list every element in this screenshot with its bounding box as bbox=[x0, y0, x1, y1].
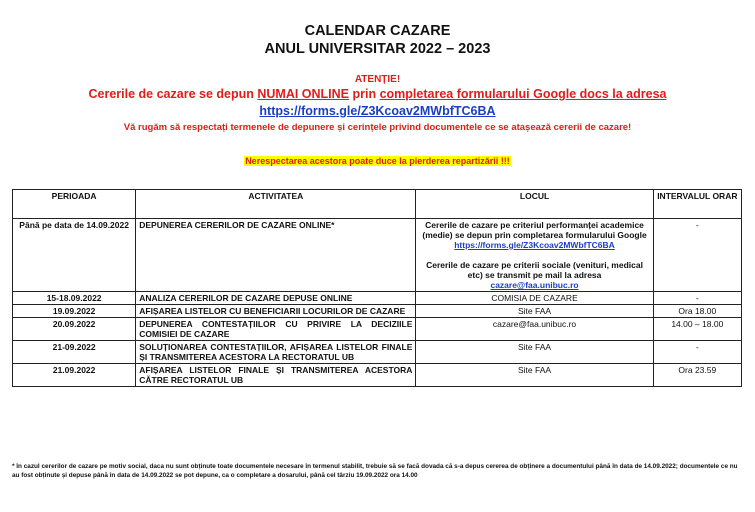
period-cell: Până pe data de 14.09.2022 bbox=[13, 219, 136, 292]
period-cell: 15-18.09.2022 bbox=[13, 292, 136, 305]
location-cell: COMISIA DE CAZARE bbox=[416, 292, 653, 305]
notice-numai-online: NUMAI ONLINE bbox=[257, 87, 350, 101]
notice-line-online bbox=[0, 86, 755, 102]
interval-cell: Ora 23.59 bbox=[653, 364, 741, 387]
activity-cell: AFIȘAREA LISTELOR CU BENEFICIARII LOCURILOR DE CAZARE bbox=[136, 305, 416, 318]
interval-cell: - bbox=[653, 219, 741, 292]
document-title bbox=[0, 22, 755, 58]
header-perioada: PERIOADA bbox=[13, 190, 136, 219]
period-cell: 19.09.2022 bbox=[13, 305, 136, 318]
header-activitatea: ACTIVITATEA bbox=[136, 190, 416, 219]
table-row bbox=[13, 364, 742, 387]
location-cell: Site FAA bbox=[416, 305, 653, 318]
notice-block bbox=[0, 73, 755, 135]
table-row bbox=[13, 341, 742, 364]
table-row bbox=[13, 305, 742, 318]
activity-cell: ANALIZA CERERILOR DE CAZARE DEPUSE ONLINE bbox=[136, 292, 416, 305]
table-row bbox=[13, 292, 742, 305]
location-cell bbox=[416, 219, 653, 292]
interval-cell: 14.00 – 18.00 bbox=[653, 318, 741, 341]
activity-cell: SOLUȚIONAREA CONTESTAȚIILOR, AFIȘAREA LISTELOR FINALE ȘI TRANSMITEREA ACESTORA LA RECTORATUL UB bbox=[136, 341, 416, 364]
google-form-link[interactable]: https://forms.gle/Z3Kcoav2MWbfTC6BA bbox=[259, 104, 496, 118]
interval-cell: Ora 18.00 bbox=[653, 305, 741, 318]
period-cell: 20.09.2022 bbox=[13, 318, 136, 341]
notice-text-1: Cererile de cazare se depun bbox=[88, 87, 258, 101]
notice-atentie: ATENȚIE! bbox=[354, 74, 401, 85]
header-locul: LOCUL bbox=[416, 190, 653, 219]
table-header-row bbox=[13, 190, 742, 219]
interval-cell: - bbox=[653, 341, 741, 364]
warning-banner bbox=[0, 151, 755, 169]
notice-deadlines-text: Vă rugăm să respectați termenele de depunere și cerințele privind documentele ce se atașează cererii de cazare! bbox=[123, 122, 632, 133]
footnote: * în cazul cererilor de cazare pe motiv social, daca nu sunt obținute toate documentele necesare în termenul stabilit, trebuie să se facă dovada că s-a depus cererea de obținere a documentului până în data de 14.09.2022; documentele ce nu au fost obținute și depuse până în data de 14.09.2022 se pot depune, ca o completare a dosarului, până cel târziu 19.09.2022 ora 14.00 bbox=[12, 463, 738, 479]
title-line-1: CALENDAR CAZARE bbox=[304, 23, 451, 39]
header-interval: INTERVALUL ORAR bbox=[653, 190, 741, 219]
table-row bbox=[13, 318, 742, 341]
notice-text-2: prin bbox=[349, 87, 380, 101]
location-cell: cazare@faa.unibuc.ro bbox=[416, 318, 653, 341]
period-cell: 21.09.2022 bbox=[13, 364, 136, 387]
warning-text: Nerespectarea acestora poate duce la pierderea repartizării !!! bbox=[245, 156, 510, 166]
location-cell: Site FAA bbox=[416, 341, 653, 364]
notice-form-text: completarea formularului Google docs la adresa bbox=[379, 87, 667, 101]
location-form-link[interactable]: https://forms.gle/Z3Kcoav2MWbfTC6BA bbox=[454, 240, 615, 250]
location-social-text: Cererile de cazare pe criterii sociale (venituri, medical etc) se transmit pe mail la adresa bbox=[426, 260, 643, 280]
schedule-table bbox=[12, 189, 742, 387]
table-row bbox=[13, 219, 742, 292]
interval-cell: - bbox=[653, 292, 741, 305]
title-line-2: ANUL UNIVERSITAR 2022 – 2023 bbox=[264, 41, 491, 57]
activity-cell: DEPUNEREA CONTESTAȚIILOR CU PRIVIRE LA DECIZIILE COMISIEI DE CAZARE bbox=[136, 318, 416, 341]
activity-cell: DEPUNEREA CERERILOR DE CAZARE ONLINE* bbox=[136, 219, 416, 292]
location-academic-text: Cererile de cazare pe criteriul performanței academice (medie) se depun prin completarea formularului Google bbox=[422, 220, 647, 240]
period-cell: 21-09.2022 bbox=[13, 341, 136, 364]
activity-cell: AFIȘAREA LISTELOR FINALE ȘI TRANSMITEREA ACESTORA CĂTRE RECTORATUL UB bbox=[136, 364, 416, 387]
location-email-link[interactable]: cazare@faa.unibuc.ro bbox=[490, 280, 579, 290]
location-cell: Site FAA bbox=[416, 364, 653, 387]
